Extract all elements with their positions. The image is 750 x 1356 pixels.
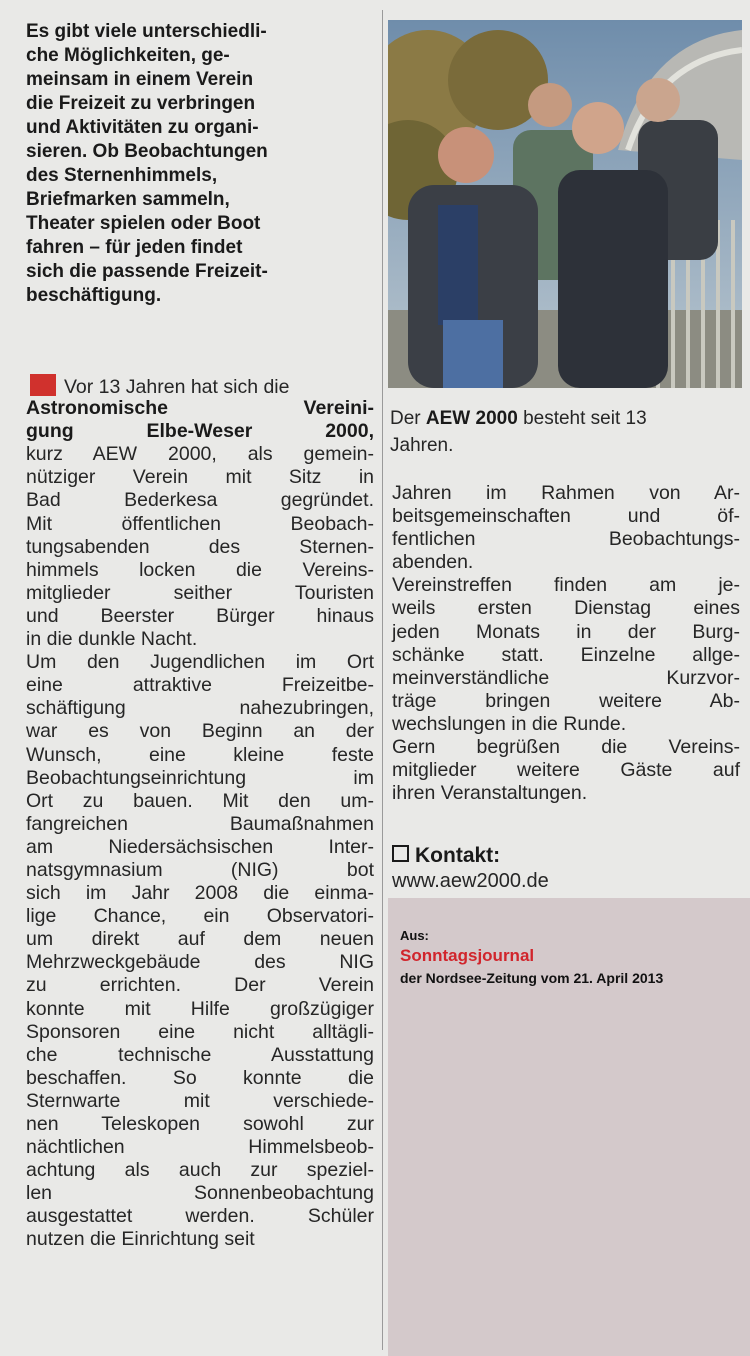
text-line: Beobachtungseinrichtung im <box>26 766 374 789</box>
text-line: lige Chance, ein Observatori- <box>26 905 374 928</box>
text-line: beitsgemeinschaften und öf- <box>392 505 740 528</box>
left-column <box>26 374 374 1252</box>
text-line: Mit öffentlichen Beobach- <box>26 512 374 535</box>
contact-url[interactable]: www.aew2000.de <box>392 870 549 892</box>
text-line: in die dunkle Nacht. <box>26 628 198 651</box>
caption-bold: AEW 2000 <box>425 408 518 429</box>
photo-caption <box>390 405 740 459</box>
text-line: Wunsch, eine kleine feste <box>26 743 374 766</box>
text-line: jeden Monats in der Burg- <box>392 620 740 643</box>
lead-line <box>26 374 374 397</box>
text-line: abenden. <box>392 551 474 574</box>
text-line: um direkt auf dem neuen <box>26 928 374 951</box>
intro-line: beschäftigung. <box>26 285 162 306</box>
text-line: len Sonnenbeobachtung <box>26 1182 374 1205</box>
caption-line-2: Jahren. <box>390 435 454 456</box>
text-line: am Niedersächsischen Inter- <box>26 835 374 858</box>
group-photo <box>388 20 742 388</box>
text-line: mitglieder seither Touristen <box>26 581 374 604</box>
text-line: fentlichen Beobachtungs- <box>392 528 740 551</box>
source-journal: Sonntagsjournal <box>400 946 535 965</box>
source-line: der Nordsee-Zeitung vom 21. April 2013 <box>400 970 664 986</box>
text-line: sich im Jahr 2008 die einma- <box>26 882 374 905</box>
intro-line: Es gibt viele unterschiedli- <box>26 21 267 42</box>
text-line: konnte mit Hilfe großzügiger <box>26 997 374 1020</box>
right-column <box>392 482 740 805</box>
association-name-line-2: gung Elbe-Weser 2000, <box>26 420 374 443</box>
text-line: war es von Beginn an der <box>26 720 374 743</box>
text-line: nutzen die Einrichtung seit <box>26 1228 255 1251</box>
text-line: mitglieder weitere Gäste auf <box>392 759 740 782</box>
text-line: ihren Veranstaltungen. <box>392 782 588 805</box>
text-line: ausgestattet werden. Schüler <box>26 1205 374 1228</box>
red-square-marker <box>30 374 56 396</box>
text-line: fangreichen Baumaßnahmen <box>26 812 374 835</box>
text-line: Mehrzweckgebäude des NIG <box>26 951 374 974</box>
intro-line: Briefmarken sammeln, <box>26 189 230 210</box>
intro-line: die Freizeit zu verbringen <box>26 93 256 114</box>
text-line: meinverständliche Kurzvor- <box>392 666 740 689</box>
photo-illustration <box>388 20 742 388</box>
column-divider <box>382 10 383 1350</box>
text-line: tungsabenden des Sternen- <box>26 535 374 558</box>
text-line: schänke statt. Einzelne allge- <box>392 643 740 666</box>
text-line: Vereinstreffen finden am je- <box>392 574 740 597</box>
text-line: Gern begrüßen die Vereins- <box>392 736 740 759</box>
text-line: kurz AEW 2000, als gemein- <box>26 443 374 466</box>
caption-suffix: besteht seit 13 <box>523 408 647 429</box>
text-line: nächtlichen Himmelsbeob- <box>26 1136 374 1159</box>
contact-heading <box>392 844 500 868</box>
source-label: Aus: <box>400 928 429 943</box>
text-line: natsgymnasium (NIG) bot <box>26 858 374 881</box>
text-line: zu errichten. Der Verein <box>26 974 374 997</box>
text-line: träge bringen weitere Ab- <box>392 689 740 712</box>
text-line: achtung als auch zur speziel- <box>26 1159 374 1182</box>
intro-line: sieren. Ob Beobachtungen <box>26 141 268 162</box>
left-body-text <box>26 443 374 1251</box>
text-line: nen Teleskopen sowohl zur <box>26 1113 374 1135</box>
text-line: che technische Ausstattung <box>26 1043 374 1066</box>
association-name-line-1: Astronomische Vereini- <box>26 397 374 420</box>
intro-line: che Möglichkeiten, ge- <box>26 45 230 66</box>
checkbox-icon <box>392 845 409 862</box>
caption-prefix: Der <box>390 408 421 429</box>
intro-paragraph <box>26 20 374 308</box>
intro-line: und Aktivitäten zu organi- <box>26 117 259 138</box>
text-line: Ort zu bauen. Mit den um- <box>26 789 374 812</box>
lead-text: Vor 13 Jahren hat sich die <box>64 376 290 398</box>
text-line: weils ersten Dienstag eines <box>392 597 740 620</box>
intro-line: fahren – für jeden findet <box>26 237 243 258</box>
text-line: nütziger Verein mit Sitz in <box>26 466 374 489</box>
text-line: Sternwarte mit verschiede- <box>26 1089 374 1112</box>
text-line: himmels locken die Vereins- <box>26 558 374 581</box>
source-panel <box>388 898 750 1356</box>
text-line: beschaffen. So konnte die <box>26 1066 374 1089</box>
text-line: schäftigung nahezubringen, <box>26 697 374 720</box>
text-line: und Beerster Bürger hinaus <box>26 604 374 627</box>
text-line: Sponsoren eine nicht alltägli- <box>26 1020 374 1043</box>
intro-line: des Sternenhimmels, <box>26 165 218 186</box>
intro-line: sich die passende Freizeit- <box>26 261 268 282</box>
contact-label: Kontakt: <box>415 844 501 867</box>
text-line: Um den Jugendlichen im Ort <box>26 651 374 674</box>
text-line: Jahren im Rahmen von Ar- <box>392 482 740 504</box>
text-line: wechslungen in die Runde. <box>392 712 627 735</box>
text-line: eine attraktive Freizeitbe- <box>26 674 374 697</box>
intro-line: Theater spielen oder Boot <box>26 213 261 234</box>
text-line: Bad Bederkesa gegründet. <box>26 489 374 512</box>
intro-line: meinsam in einem Verein <box>26 69 254 90</box>
